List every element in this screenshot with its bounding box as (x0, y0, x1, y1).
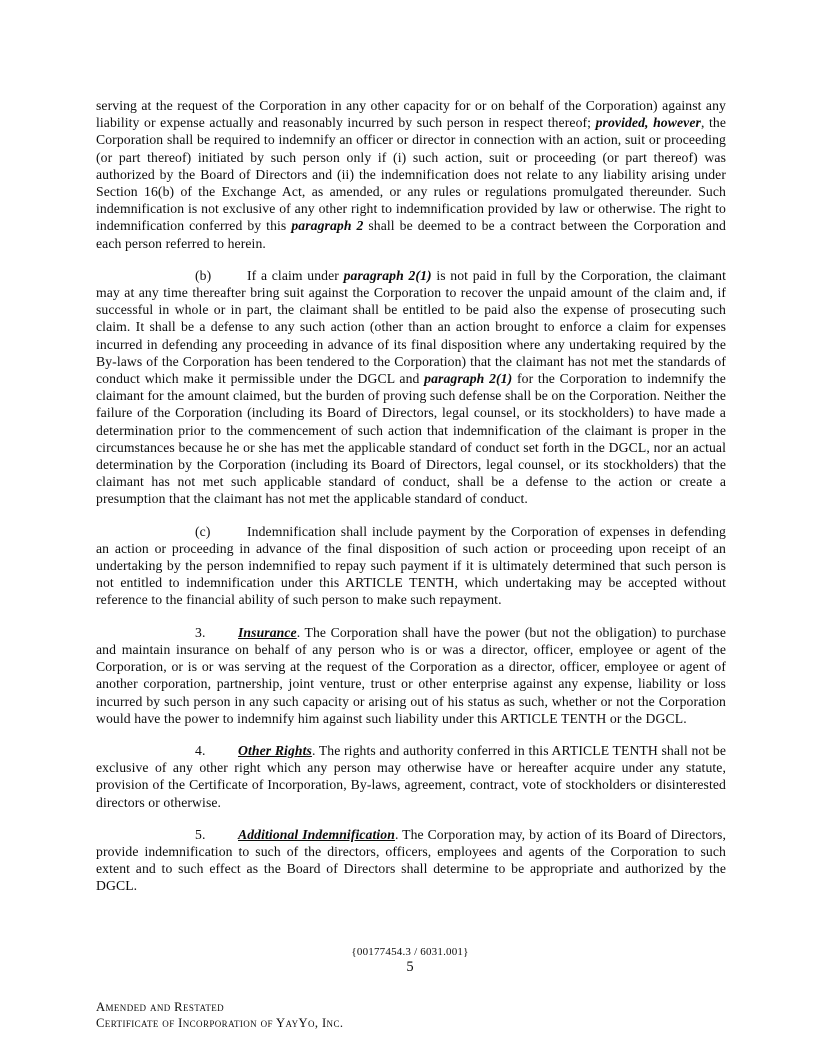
section-number: 3. (195, 624, 206, 640)
text-segment: for the Corporation to indemnify the claimant for the amount claimed, but the burden of proving such defense shall be on the Corporation. Neither the failure of the Corporation (including its Board of Directors, legal counsel, or its stockholders) to have made a determination prior to the commencement of such action that indemnification of the claimant is proper in the circumstances because he or she has met the applicable standard of conduct set forth in the DGCL, nor an actual determination by the Corporation (including its Board of Directors, legal counsel, or its stockholders) that the claimant has not met such applicable standard of conduct, shall be a defense to the action or create a presumption that the claimant has not met the applicable standard of conduct. (96, 371, 726, 507)
text-segment: . The rights and authority conferred in this ARTICLE TENTH shall not be exclusive of any other right which any person may otherwise have or hereafter acquire under any statute, provision of the Certificate of Incorporation, By-laws, agreement, contract, vote of stockholders or disinterested directors or otherwise. (96, 742, 726, 810)
term-paragraph-2-1: paragraph 2(1) (424, 371, 513, 387)
term-paragraph-2: paragraph 2 (291, 218, 364, 234)
paragraph-a-continuation (96, 97, 726, 252)
footer-title-line2: Certificate of Incorporation of YayYo, Inc. (96, 1015, 344, 1030)
document-body (96, 97, 726, 910)
document-identification-footer (96, 1000, 343, 1031)
page-number: 5 (406, 959, 414, 975)
section-heading-additional-indemnification: Additional Indemnification (238, 826, 395, 842)
text-segment: Indemnification shall include payment by the Corporation of expenses in defending an action or proceeding in advance of the final disposition of such action or proceeding upon receipt of an undertaking by the person indemnified to repay such payment if it is ultimately determined that such person is not entitled to indemnification under this ARTICLE TENTH, which undertaking may be accepted without reference to the financial ability of such person to make such repayment. (96, 523, 726, 608)
paragraph-label-c: (c) (195, 523, 211, 539)
document-control-number: {00177454.3 / 6031.001} (351, 946, 469, 958)
text-segment: serving at the request of the Corporation in any other capacity for or on behalf of the Corporation) against any liability or expense actually and reasonably incurred by such person in respect thereof; (96, 98, 726, 131)
section-heading-other-rights: Other Rights (238, 742, 312, 758)
paragraph-label-b: (b) (195, 267, 212, 283)
section-number: 5. (195, 826, 206, 842)
text-segment: . The Corporation shall have the power (but not the obligation) to purchase and maintain insurance on behalf of any person who is or was a director, officer, employee or agent of the Corporation, or is or was serving at the request of the Corporation as a director, officer, employee or agent of another corporation, partnership, joint venture, trust or other enterprise against any expense, liability or loss incurred by such person in any such capacity or arising out of his status as such, whether or not the Corporation would have the power to indemnify him against such liability under this ARTICLE TENTH or the DGCL. (96, 624, 726, 726)
page-footer-center (0, 946, 820, 976)
term-provided-however: provided, however (595, 115, 701, 131)
section-4-other-rights (96, 742, 726, 811)
term-paragraph-2-1: paragraph 2(1) (343, 267, 432, 283)
text-segment: shall be deemed to be a contract between the Corporation and each person referred to herein. (96, 218, 726, 251)
section-3-insurance (96, 624, 726, 727)
section-5-additional-indemnification (96, 826, 726, 895)
text-segment: , the Corporation shall be required to indemnify an officer or director in connection with an action, suit or proceeding (or part thereof) initiated by such person only if (i) such action, suit or proceeding (or part thereof) was authorized by the Board of Directors and (ii) the indemnification does not relate to any liability arising under Section 16(b) of the Exchange Act, as amended, or any rules or regulations promulgated thereunder. Such indemnification is not exclusive of any other right to indemnification provided by law or otherwise. The right to indemnification conferred by this (96, 115, 726, 234)
footer-title-line1: Amended and Restated (96, 1000, 225, 1014)
paragraph-c (96, 523, 726, 609)
section-heading-insurance: Insurance (238, 624, 297, 640)
text-segment: is not paid in full by the Corporation, the claimant may at any time thereafter bring suit against the Corporation to recover the unpaid amount of the claim and, if successful in whole or in part, the claimant shall be entitled to be paid also the expense of prosecuting such claim. It shall be a defense to any such action (other than an action brought to enforce a claim for expenses incurred in defending any proceeding in advance of its final disposition where any undertaking required by the By-laws of the Corporation has been tendered to the Corporation) that the claimant has not met the standards of conduct which make it permissible under the DGCL and (96, 267, 726, 387)
text-segment: If a claim under (247, 267, 344, 283)
section-number: 4. (195, 742, 206, 758)
paragraph-b (96, 267, 726, 508)
text-segment: . The Corporation may, by action of its Board of Directors, provide indemnification to such of the directors, officers, employees and agents of the Corporation to such extent and to such effect as the Board of Directors shall determine to be appropriate and authorized by the DGCL. (96, 826, 726, 894)
